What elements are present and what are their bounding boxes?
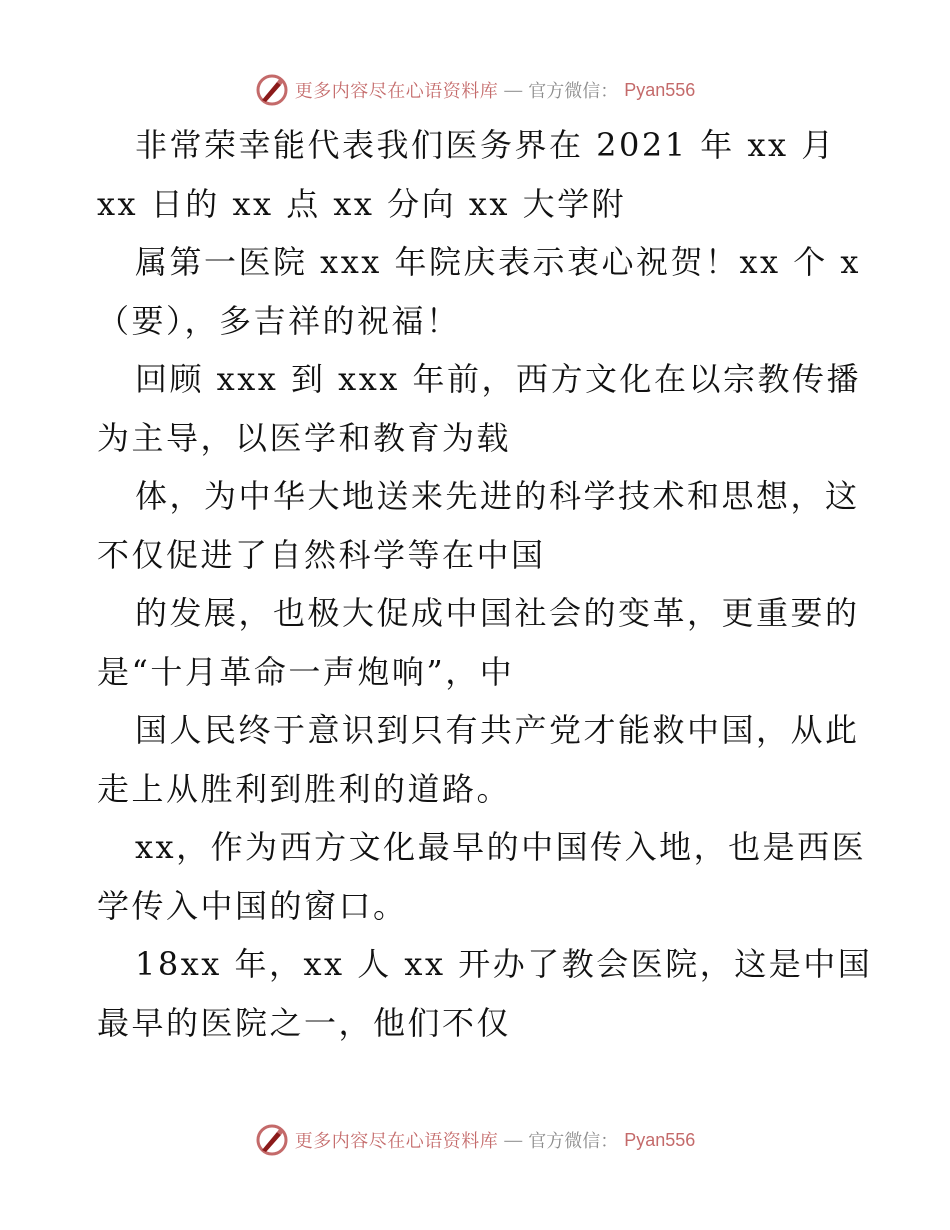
body-line: 国人民终于意识到只有共产党才能救中国，从此 xyxy=(135,711,860,749)
body-line: 最早的医院之一，他们不仅 xyxy=(97,1003,512,1042)
body-line: 不仅促进了自然科学等在中国 xyxy=(97,535,546,574)
body-line: 18xx 年，xx 人 xx 开办了教会医院，这是中国 xyxy=(135,945,873,983)
body-line: 体，为中华大地送来先进的科学技术和思想，这 xyxy=(135,477,860,515)
banner-wechat-label: 官方微信： xyxy=(528,81,619,102)
body-line: 是“十月革命一声炮响”，中 xyxy=(97,652,515,691)
pen-logo-icon xyxy=(255,73,289,107)
body-line: （要），多吉祥的祝福！ xyxy=(97,301,461,340)
footer-banner xyxy=(0,1120,950,1160)
body-line: 学传入中国的窗口。 xyxy=(97,886,408,925)
body-line: xx 日的 xx 点 xx 分向 xx 大学附 xyxy=(97,184,627,223)
body-line: 为主导，以医学和教育为载 xyxy=(97,418,512,457)
body-line: 属第一医院 xxx 年院庆表示衷心祝贺！xx 个 x xyxy=(135,243,861,281)
body-line: 走上从胜利到胜利的道路。 xyxy=(97,769,512,808)
banner-dash: — xyxy=(504,79,523,100)
body-line: 回顾 xxx 到 xxx 年前，西方文化在以宗教传播 xyxy=(135,360,861,398)
banner-wechat-id: Pyan556 xyxy=(624,1129,696,1150)
header-banner xyxy=(0,70,950,110)
banner-dash: — xyxy=(504,1129,523,1150)
pen-logo-icon xyxy=(255,1123,289,1157)
banner-wechat-label: 官方微信： xyxy=(528,1131,619,1152)
banner-wechat-id: Pyan556 xyxy=(624,79,696,100)
body-line: 非常荣幸能代表我们医务界在 2021 年 xx 月 xyxy=(135,126,836,164)
body-line: xx，作为西方文化最早的中国传入地，也是西医 xyxy=(135,828,867,866)
document-body xyxy=(97,116,873,1052)
body-line: 的发展，也极大促成中国社会的变革，更重要的 xyxy=(135,594,860,632)
banner-main-text: 更多内容尽在心语资料库 xyxy=(294,81,499,102)
banner-main-text: 更多内容尽在心语资料库 xyxy=(294,1131,499,1152)
